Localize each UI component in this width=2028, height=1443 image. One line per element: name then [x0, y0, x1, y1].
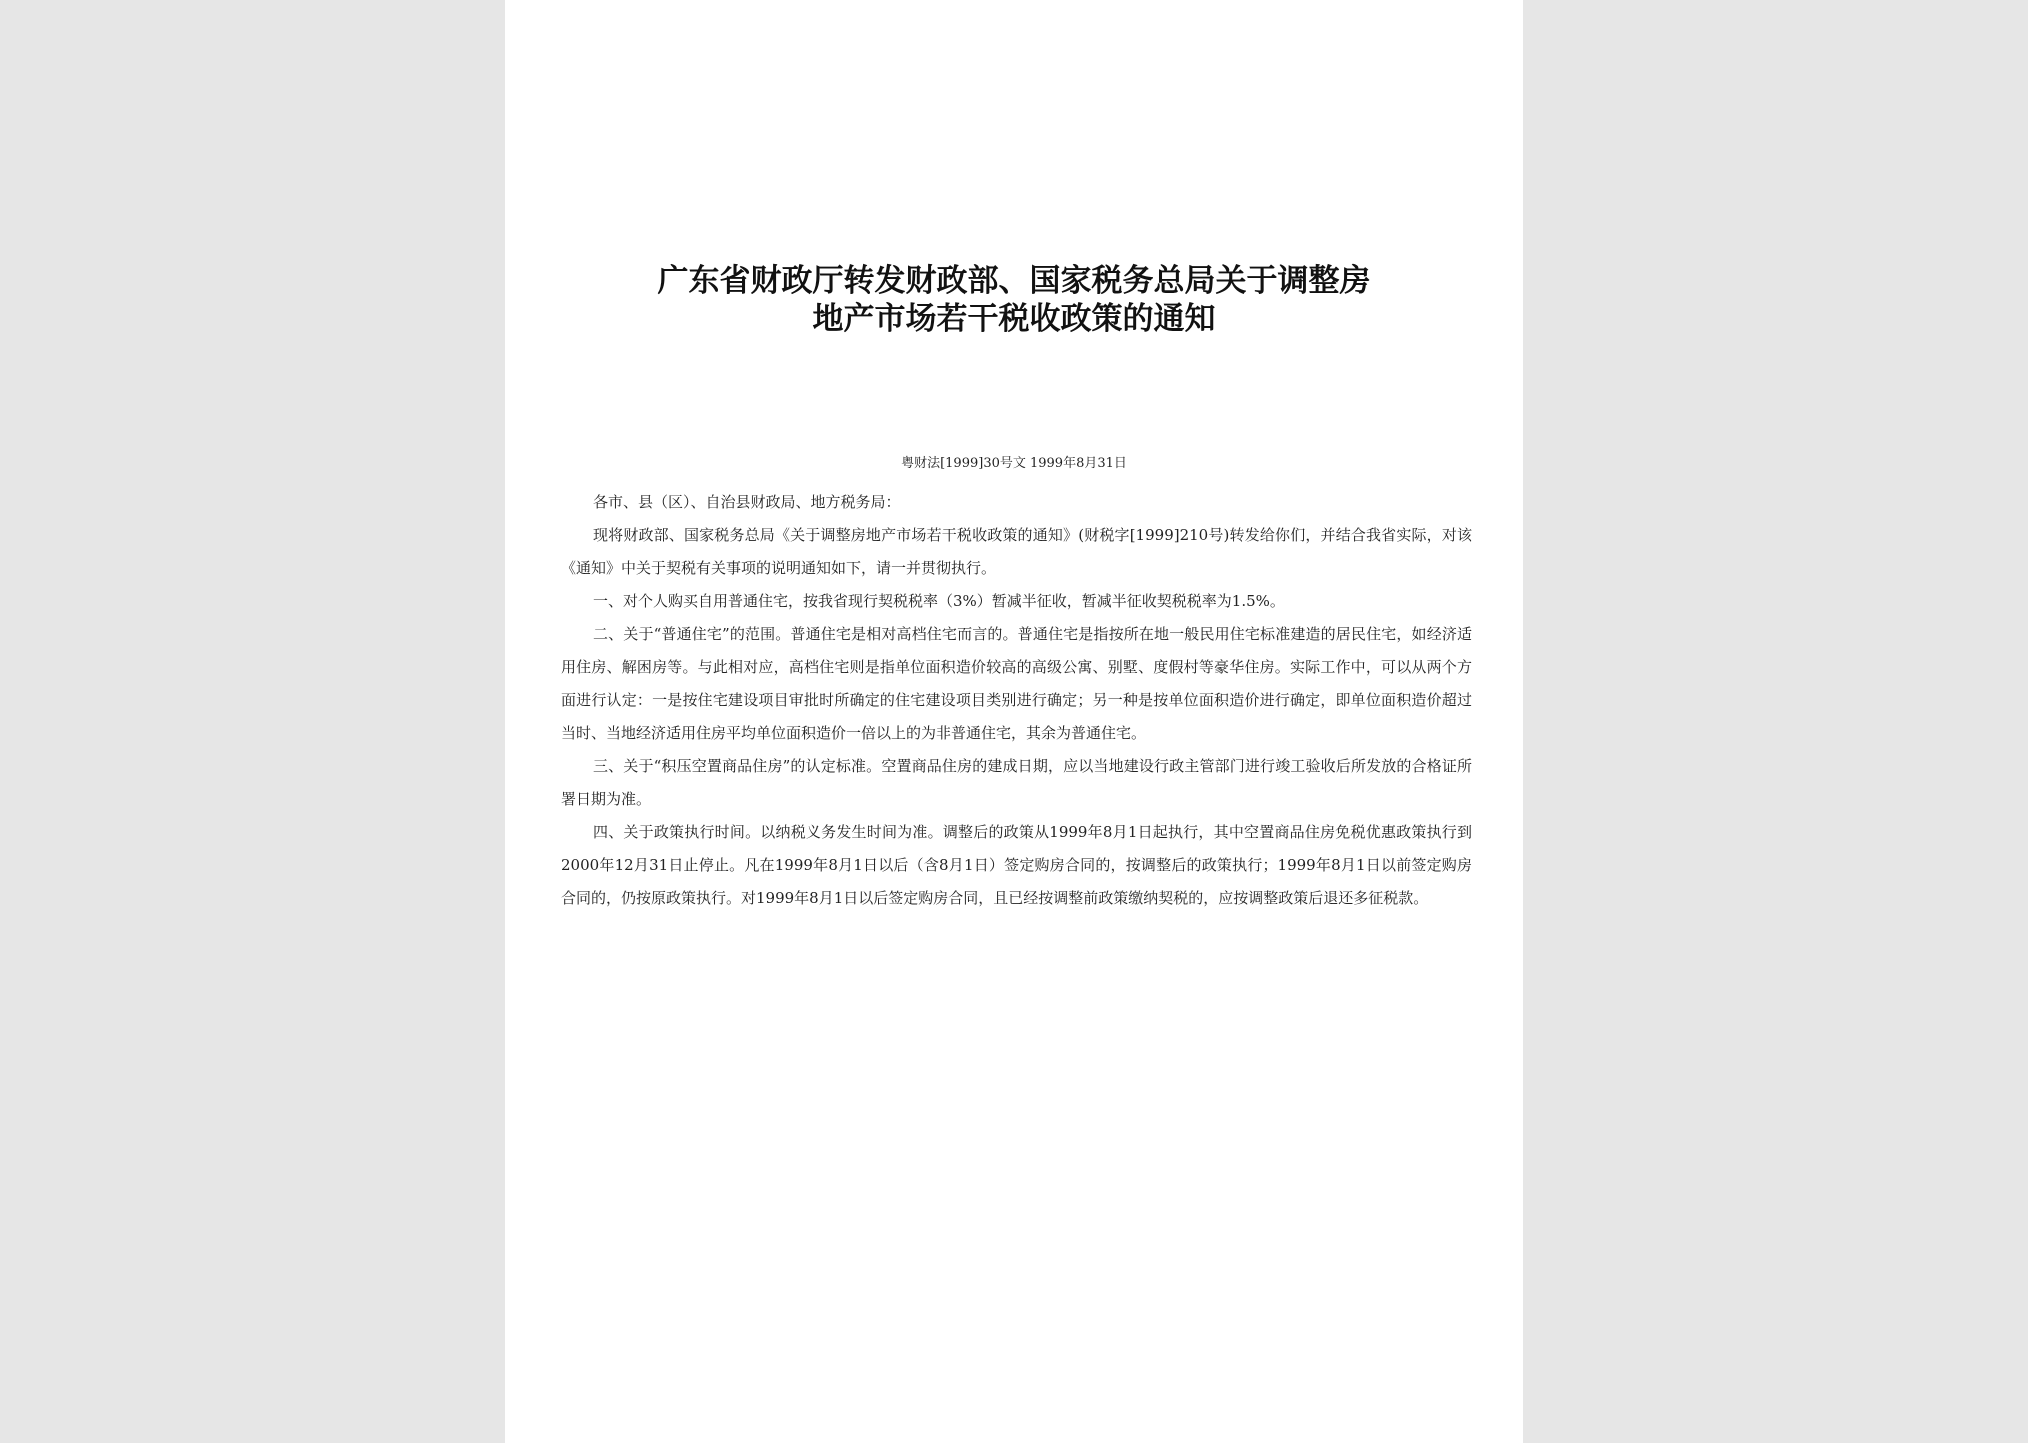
addressee: 各市、县（区）、自治县财政局、地方税务局： [593, 493, 901, 511]
paragraph-3: 三、关于“积压空置商品住房”的认定标准。空置商品住房的建成日期，应以当地建设行政主管部门进行竣工验收后所发放的合格证所署日期为准。 [561, 757, 1472, 808]
document-number: 粤财法[1999]30号文 1999年8月31日 [901, 456, 1127, 471]
document-title [505, 262, 1523, 338]
title-line-1: 广东省财政厅转发财政部、国家税务总局关于调整房 [657, 263, 1371, 299]
paragraph-2: 二、关于“普通住宅”的范围。普通住宅是相对高档住宅而言的。普通住宅是指按所在地一般民用住宅标准建造的居民住宅，如经济适用住房、解困房等。与此相对应，高档住宅则是指单位面积造价较高的高级公寓、别墅、度假村等豪华住房。实际工作中，可以从两个方面进行认定：一是按住宅建设项目审批时所确定的住宅建设项目类别进行确定；另一种是按单位面积造价进行确定，即单位面积造价超过当时、当地经济适用住房平均单位面积造价一倍以上的为非普通住宅，其余为普通住宅。 [561, 625, 1472, 742]
paragraph-4: 四、关于政策执行时间。以纳税义务发生时间为准。调整后的政策从1999年8月1日起执行，其中空置商品住房免税优惠政策执行到2000年12月31日止停止。凡在1999年8月1日以后（含8月1日）签定购房合同的，按调整后的政策执行；1999年8月1日以前签定购房合同的，仍按原政策执行。对1999年8月1日以后签定购房合同，且已经按调整前政策缴纳契税的，应按调整政策后退还多征税款。 [561, 823, 1472, 907]
paragraph-intro: 现将财政部、国家税务总局《关于调整房地产市场若干税收政策的通知》(财税字[1999]210号)转发给你们，并结合我省实际，对该《通知》中关于契税有关事项的说明通知如下，请一并贯彻执行。 [561, 526, 1472, 577]
document-page [505, 0, 1523, 1443]
document-body [561, 486, 1472, 915]
paragraph-1: 一、对个人购买自用普通住宅，按我省现行契税税率（3%）暂减半征收，暂减半征收契税税率为1.5%。 [593, 592, 1285, 610]
title-line-2: 地产市场若干税收政策的通知 [812, 301, 1216, 337]
